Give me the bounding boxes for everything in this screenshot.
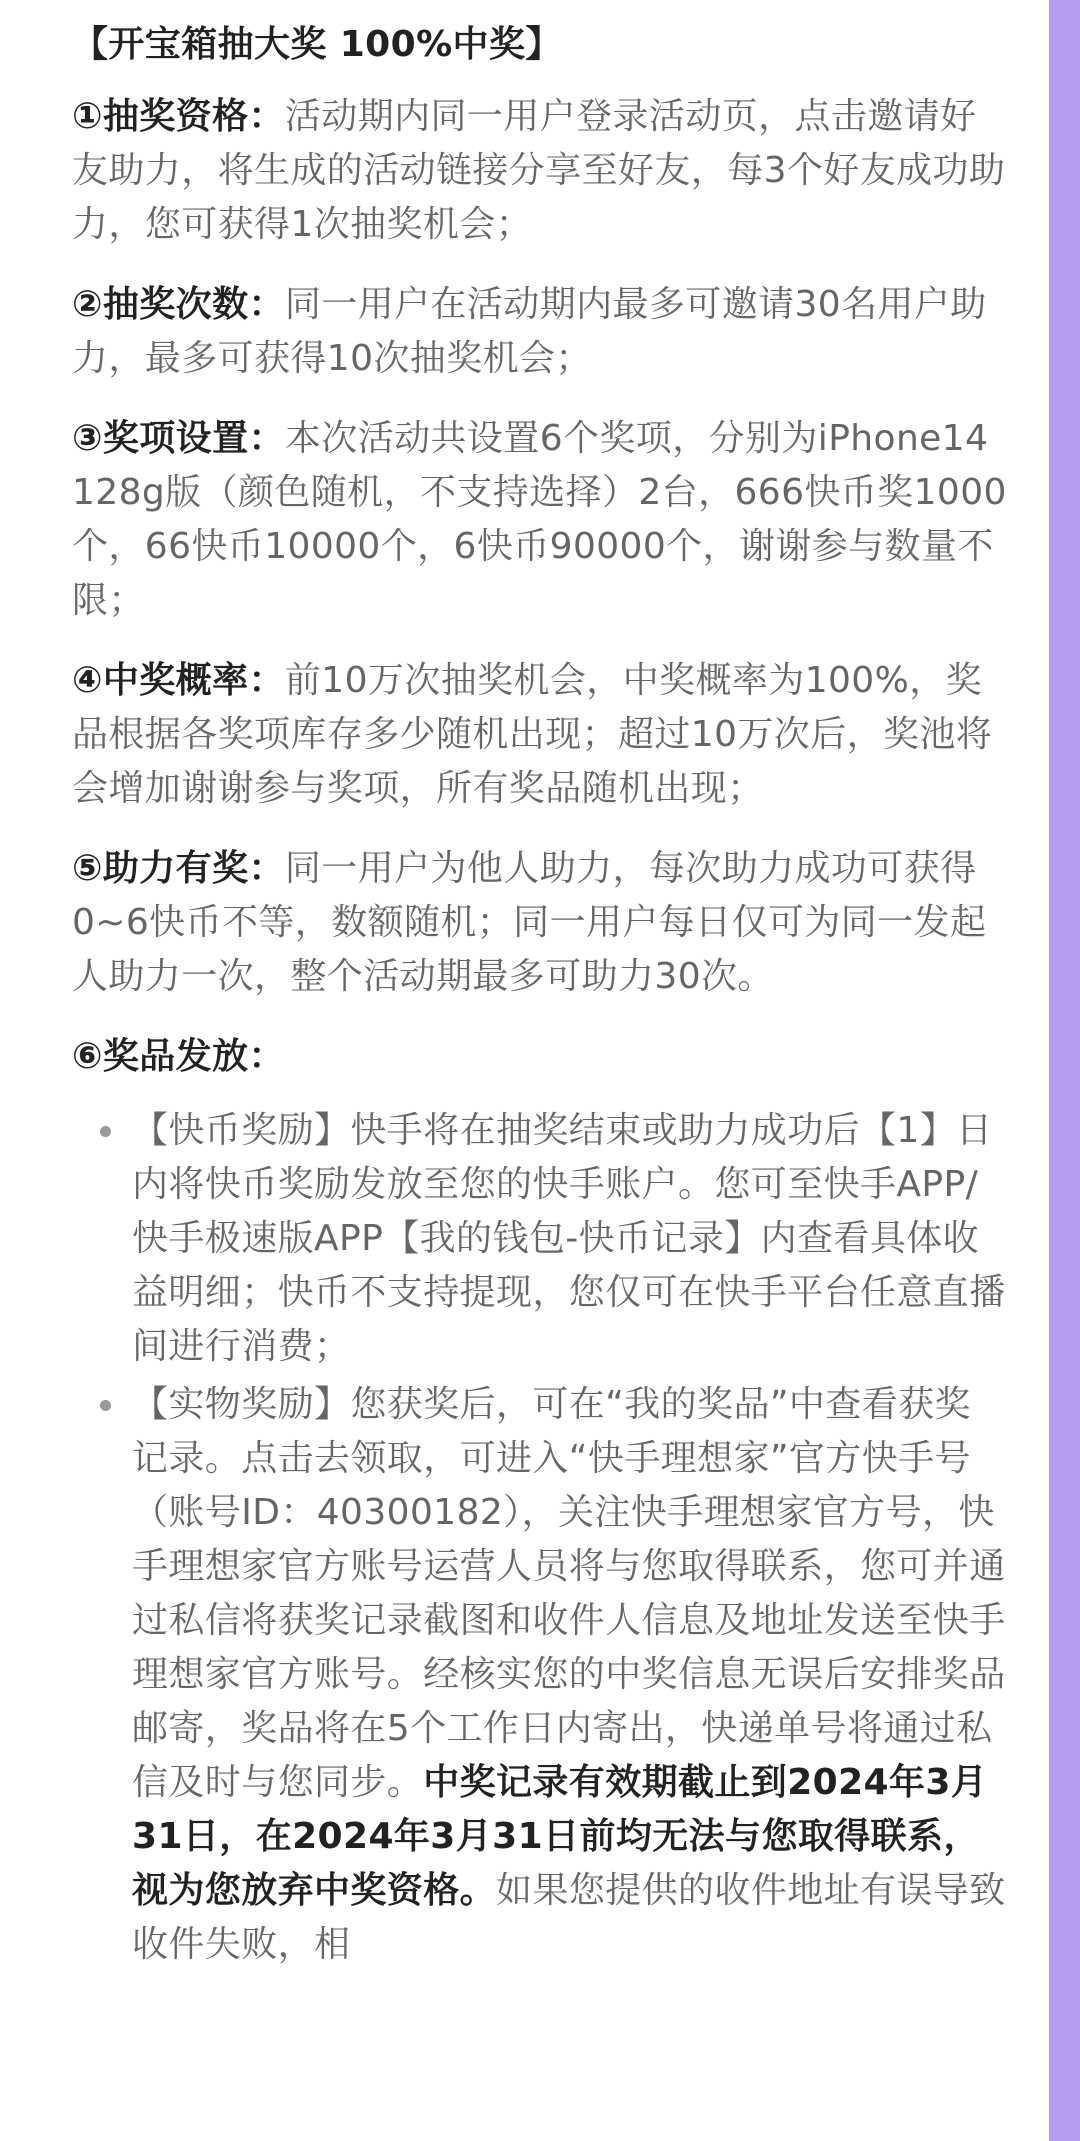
prize-delivery-list [72, 1104, 1007, 1972]
rule-text: 同一用户为他人助力，每次助力成功可获得0~6快币不等，数额随机；同一用户每日仅可为同一发起人助力一次，整个活动期最多可助力30次。 [72, 848, 987, 997]
rules-content [72, 18, 1007, 1976]
section-prize-delivery-heading: ⑥奖品发放： [72, 1036, 285, 1077]
rule-assist-reward [72, 842, 1007, 1004]
rule-label: ⑤助力有奖： [72, 848, 285, 889]
rule-text: 前10万次抽奖机会，中奖概率为100%，奖品根据各奖项库存多少随机出现；超过10万次后，奖池将会增加谢谢参与奖项，所有奖品随机出现； [72, 660, 993, 809]
bullet-dot-icon [100, 1400, 111, 1411]
rule-eligibility [72, 90, 1007, 252]
rule-text: 同一用户在活动期内最多可邀请30名用户助力，最多可获得10次抽奖机会； [72, 284, 987, 379]
rule-prize-setup [72, 412, 1007, 628]
rule-text: 本次活动共设置6个奖项，分别为iPhone14 128g版（颜色随机，不支持选择）2台，666快币奖1000个，66快币10000个，6快币90000个，谢谢参与数量不限； [72, 418, 1007, 621]
bullet-tail-text: 如果您提供的收件地址有误导致收件失败，相 [132, 1870, 1006, 1965]
rule-draw-count [72, 278, 1007, 386]
rule-label: ④中奖概率： [72, 660, 285, 701]
rule-win-probability [72, 654, 1007, 816]
rule-label: ③奖项设置： [72, 418, 285, 459]
rule-text: 活动期内同一用户登录活动页，点击邀请好友助力，将生成的活动链接分享至好友，每3个好友成功助力，您可获得1次抽奖机会； [72, 96, 1006, 245]
page-title: 【开宝箱抽大奖 100%中奖】 [72, 24, 562, 65]
list-item-coin-reward [72, 1104, 1007, 1374]
bullet-dot-icon [100, 1126, 111, 1137]
list-item-physical-reward [72, 1378, 1007, 1972]
rule-label: ①抽奖资格： [72, 96, 285, 137]
rule-label: ②抽奖次数： [72, 284, 285, 325]
bullet-bold-text: 中奖记录有效期截止到2024年3月31日，在2024年3月31日前均无法与您取得联系，视为您放弃中奖资格。 [132, 1762, 988, 1911]
bullet-text: 【快币奖励】快手将在抽奖结束或助力成功后【1】日内将快币奖励发放至您的快手账户。您可至快手APP/快手极速版APP【我的钱包-快币记录】内查看具体收益明细；快币不支持提现，您仅可在快手平台任意直播间进行消费； [132, 1110, 1006, 1367]
bullet-text: 【实物奖励】您获奖后，可在“我的奖品”中查看获奖记录。点击去领取，可进入“快手理想家”官方快手号（账号ID：40300182），关注快手理想家官方号，快手理想家官方账号运营人员将与您取得联系，您可并通过私信将获奖记录截图和收件人信息及地址发送至快手理想家官方账号。经核实您的中奖信息无误后安排奖品邮寄，奖品将在5个工作日内寄出，快递单号将通过私信及时与您同步。 [132, 1384, 1006, 1803]
